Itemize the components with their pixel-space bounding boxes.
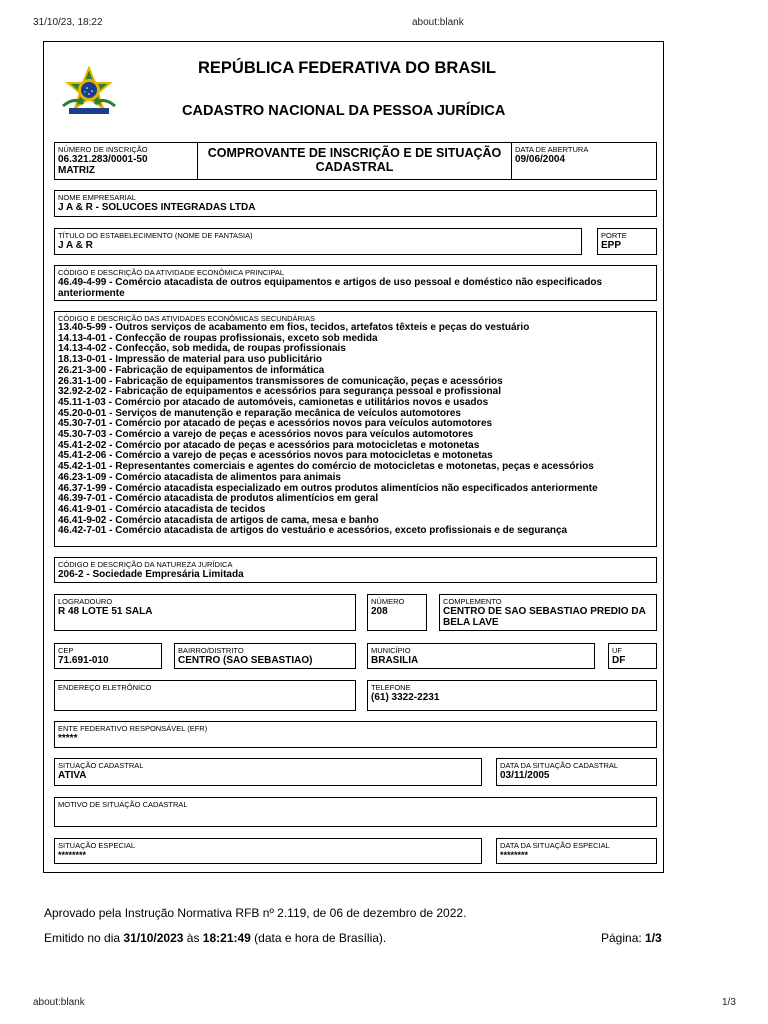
secondary-activity-desc: Comércio atacadista de alimentos para animais xyxy=(115,471,341,483)
inscricao-type: MATRIZ xyxy=(58,165,96,176)
situacao-especial-field: SITUAÇÃO ESPECIAL ******** xyxy=(54,838,482,864)
situacao-cadastral-field: SITUAÇÃO CADASTRAL ATIVA xyxy=(54,758,482,786)
secondary-activity-desc: Comércio atacadista de produtos alimentícios em geral xyxy=(115,493,379,505)
emission-date: 31/10/2023 xyxy=(123,931,184,945)
secondary-activity-desc: Comércio a varejo de peças e acessórios novos para motocicletas e motonetas xyxy=(115,450,493,462)
secondary-activity-code: 46.41-9-01 xyxy=(58,503,107,515)
atividade-principal-value: 46.49-4-99 - Comércio atacadista de outros equipamentos e artigos de uso pessoal e doméstico não especificados anteriormente xyxy=(58,277,603,299)
emission-note: Emitido no dia 31/10/2023 às 18:21:49 (data e hora de Brasília). xyxy=(44,931,387,945)
secondary-activity-code: 26.21-3-00 xyxy=(58,364,107,376)
secondary-activity-item: 45.42-1-01 - Representantes comerciais e agentes do comércio de motocicletas e motonetas, peças e acessórios xyxy=(58,461,594,473)
secondary-activity-desc: Comércio por atacado de peças e acessórios novos para veículos automotores xyxy=(115,418,493,430)
bairro-field: BAIRRO/DISTRITO CENTRO (SAO SEBASTIAO) xyxy=(174,643,356,669)
secondary-activity-item: 46.41-9-02 - Comércio atacadista de artigos de cama, mesa e banho xyxy=(58,514,379,526)
secondary-activity-code: 13.40-5-99 xyxy=(58,322,107,333)
uf-value: DF xyxy=(612,655,626,666)
secondary-activity-item: 26.21-3-00 - Fabricação de equipamentos de informática xyxy=(58,364,325,376)
secondary-activity-desc: Representantes comerciais e agentes do comércio de motocicletas e motonetas, peças e acessórios xyxy=(115,461,594,473)
secondary-activity-desc: Confecção, sob medida, de roupas profissionais xyxy=(115,343,346,355)
porte-value: EPP xyxy=(601,240,622,251)
secondary-activity-desc: Outros serviços de acabamento em fios, tecidos, artefatos têxteis e peças do vestuário xyxy=(115,322,530,333)
secondary-activity-code: 45.20-0-01 xyxy=(58,407,107,419)
complemento-value: CENTRO DE SAO SEBASTIAO PREDIO DA BELA LAVE xyxy=(443,606,646,628)
secondary-activity-item: 13.40-5-99 - Outros serviços de acabamento em fios, tecidos, artefatos têxteis e peças do vestuário xyxy=(58,322,530,333)
natureza-juridica-value: 206-2 - Sociedade Empresária Limitada xyxy=(58,569,244,580)
secondary-activity-item: 45.30-7-03 - Comércio a varejo de peças e acessórios novos para veículos automotores xyxy=(58,429,474,441)
logradouro-value: R 48 LOTE 51 SALA xyxy=(58,606,153,617)
secondary-activity-item: 45.41-2-02 - Comércio por atacado de peças e acessórios para motocicletas e motonetas xyxy=(58,439,480,451)
secondary-activity-item: 26.31-1-00 - Fabricação de equipamentos transmissores de comunicação, peças e acessórios xyxy=(58,375,503,387)
print-title: about:blank xyxy=(412,17,464,28)
secondary-activity-code: 45.11-1-03 xyxy=(58,396,106,408)
secondary-activity-item: 46.39-7-01 - Comércio atacadista de produtos alimentícios em geral xyxy=(58,493,379,505)
secondary-activity-desc: Serviços de manutenção e reparação mecânica de veículos automotores xyxy=(115,407,461,419)
atividade-principal-field: CÓDIGO E DESCRIÇÃO DA ATIVIDADE ECONÔMICA PRINCIPAL 46.49-4-99 - Comércio atacadista de outros equipamentos e artigos de uso pessoal e doméstico não especificados anteriormente xyxy=(54,265,657,301)
secondary-activity-desc: Comércio a varejo de peças e acessórios novos para veículos automotores xyxy=(115,429,474,441)
uf-field: UF DF xyxy=(608,643,657,669)
nome-empresarial-field: NOME EMPRESARIAL J A & R - SOLUCOES INTEGRADAS LTDA xyxy=(54,190,657,217)
email-field: ENDEREÇO ELETRÔNICO xyxy=(54,680,356,711)
secondary-activity-code: 45.42-1-01 xyxy=(58,461,107,473)
secondary-activity-desc: Comércio atacadista de artigos do vestuário e acessórios, exceto profissionais e de segurança xyxy=(115,525,568,537)
data-situacao-field: DATA DA SITUAÇÃO CADASTRAL 03/11/2005 xyxy=(496,758,657,786)
secondary-activity-desc: Comércio atacadista de artigos de cama, mesa e banho xyxy=(115,514,379,526)
secondary-activity-item: 46.23-1-09 - Comércio atacadista de alimentos para animais xyxy=(58,471,341,483)
data-situacao-value: 03/11/2005 xyxy=(500,770,550,781)
nome-fantasia-value: J A & R xyxy=(58,240,93,251)
secondary-activity-item: 18.13-0-01 - Impressão de material para uso publicitário xyxy=(58,354,322,366)
print-footer-url: about:blank xyxy=(33,997,85,1008)
secondary-activity-desc: Comércio atacadista especializado em outros produtos alimentícios não especificados anteriormente xyxy=(115,482,598,494)
secondary-activity-item: 32.92-2-02 - Fabricação de equipamentos e acessórios para segurança pessoal e profissional xyxy=(58,386,501,398)
natureza-juridica-field: CÓDIGO E DESCRIÇÃO DA NATUREZA JURÍDICA 206-2 - Sociedade Empresária Limitada xyxy=(54,557,657,583)
secondary-activity-desc: Confecção de roupas profissionais, exceto sob medida xyxy=(115,332,378,344)
municipio-value: BRASILIA xyxy=(371,655,419,666)
cep-field: CEP 71.691-010 xyxy=(54,643,162,669)
atividades-secundarias-list xyxy=(58,323,653,537)
secondary-activity-desc: Impressão de material para uso publicitário xyxy=(115,354,322,366)
secondary-activity-item: 46.37-1-99 - Comércio atacadista especializado em outros produtos alimentícios não especificados anteriormente xyxy=(58,482,598,494)
secondary-activity-item: 45.30-7-01 - Comércio por atacado de peças e acessórios novos para veículos automotores xyxy=(58,418,493,430)
approval-note: Aprovado pela Instrução Normativa RFB nº 2.119, de 06 de dezembro de 2022. xyxy=(44,906,467,920)
secondary-activity-code: 46.42-7-01 xyxy=(58,525,107,537)
telefone-field: TELEFONE (61) 3322-2231 xyxy=(367,680,657,711)
data-especial-value: ******** xyxy=(500,850,529,860)
proof-title: COMPROVANTE DE INSCRIÇÃO E DE SITUAÇÃO CADASTRAL xyxy=(207,146,502,174)
secondary-activity-code: 46.37-1-99 xyxy=(58,482,107,494)
motivo-field: MOTIVO DE SITUAÇÃO CADASTRAL xyxy=(54,797,657,827)
secondary-activity-code: 46.41-9-02 xyxy=(58,514,107,526)
telefone-value: (61) 3322-2231 xyxy=(371,692,440,703)
brazil-coat-of-arms-icon xyxy=(57,66,121,118)
efr-value: ***** xyxy=(58,733,78,744)
secondary-activity-desc: Fabricação de equipamentos transmissores de comunicação, peças e acessórios xyxy=(115,375,503,387)
porte-field: PORTE EPP xyxy=(597,228,657,255)
abertura-date: 09/06/2004 xyxy=(515,154,566,165)
secondary-activity-item: 46.42-7-01 - Comércio atacadista de artigos do vestuário e acessórios, exceto profissionais e de segurança xyxy=(58,525,568,537)
print-page-count: 1/3 xyxy=(722,997,736,1008)
secondary-activity-code: 45.41-2-06 xyxy=(58,450,107,462)
secondary-activity-item: 14.13-4-01 - Confecção de roupas profissionais, exceto sob medida xyxy=(58,332,378,344)
complemento-field: COMPLEMENTO CENTRO DE SAO SEBASTIAO PREDIO DA BELA LAVE xyxy=(439,594,657,631)
secondary-activity-code: 45.30-7-01 xyxy=(58,418,107,430)
secondary-activity-code: 26.31-1-00 xyxy=(58,375,107,387)
logradouro-field: LOGRADOURO R 48 LOTE 51 SALA xyxy=(54,594,356,631)
municipio-field: MUNICÍPIO BRASILIA xyxy=(367,643,595,669)
secondary-activity-code: 14.13-4-02 xyxy=(58,343,107,355)
secondary-activity-item: 45.41-2-06 - Comércio a varejo de peças e acessórios novos para motocicletas e motonetas xyxy=(58,450,493,462)
page-number: 1/3 xyxy=(645,931,662,945)
efr-field: ENTE FEDERATIVO RESPONSÁVEL (EFR) ***** xyxy=(54,721,657,748)
secondary-activity-code: 45.30-7-03 xyxy=(58,429,107,441)
registry-title: CADASTRO NACIONAL DA PESSOA JURÍDICA xyxy=(182,103,506,119)
situacao-especial-value: ******** xyxy=(58,850,87,860)
secondary-activity-item: 14.13-4-02 - Confecção, sob medida, de roupas profissionais xyxy=(58,343,346,355)
country-title: REPÚBLICA FEDERATIVA DO BRASIL xyxy=(198,59,496,77)
secondary-activity-desc: Fabricação de equipamentos e acessórios para segurança pessoal e profissional xyxy=(115,386,501,398)
nome-fantasia-field: TÍTULO DO ESTABELECIMENTO (NOME DE FANTASIA) J A & R xyxy=(54,228,582,255)
secondary-activity-desc: Comércio atacadista de tecidos xyxy=(115,503,266,515)
inscricao-number: 06.321.283/0001-50 xyxy=(58,154,148,165)
secondary-activity-desc: Fabricação de equipamentos de informática xyxy=(115,364,325,376)
numero-field: NÚMERO 208 xyxy=(367,594,427,631)
abertura-field: DATA DE ABERTURA 09/06/2004 xyxy=(511,142,657,180)
secondary-activity-code: 18.13-0-01 xyxy=(58,354,107,366)
secondary-activity-code: 45.41-2-02 xyxy=(58,439,107,451)
secondary-activity-code: 14.13-4-01 xyxy=(58,332,107,344)
cep-value: 71.691-010 xyxy=(58,655,109,666)
secondary-activity-code: 32.92-2-02 xyxy=(58,386,107,398)
secondary-activity-item: 46.41-9-01 - Comércio atacadista de tecidos xyxy=(58,503,266,515)
atividades-secundarias-field: CÓDIGO E DESCRIÇÃO DAS ATIVIDADES ECONÔMICAS SECUNDÁRIAS 13.40-5-99 - Outros serviços de acabamento em fios, tecidos, artefatos têxteis e peças do vestuário 14.13-4-01 - Confecção de roupas profissionais, exceto sob medida 14.13-4-02 - Confecção, sob medida, de roupas profissionais 18.13-0-01 - Impressão de material para uso publicitário 26.21-3-00 - Fabricação de equipamentos de informática 26.31-1-00 - Fabricação de equipamentos transmissores de comunicação, peças e acessórios 32.92-2-02 - Fabricação de equipamentos e acessórios para segurança pessoal e profissional 45.11-1-03 - Comércio por atacado de automóveis, camionetas e utilitários novos e usados 45.20-0-01 - Serviços de manutenção e reparação mecânica de veículos automotores 45.30-7-01 - Comércio por atacado de peças e acessórios novos para veículos automotores 45.30-7-03 - Comércio a varejo de peças e acessórios novos para veículos automotores 45.41-2-02 - Comércio por atacado de peças e acessórios para motocicletas e motonetas 45.41-2-06 - Comércio a varejo de peças e acessórios novos para motocicletas e motonetas 45.42-1-01 - Representantes comerciais e agentes do comércio de motocicletas e motonetas, peças e acessórios 46.23-1-09 - Comércio atacadista de alimentos para animais 46.37-1-99 - Comércio atacadista especializado em outros produtos alimentícios não especificados anteriormente 46.39-7-01 - Comércio atacadista de produtos alimentícios em geral 46.41-9-01 - Comércio atacadista de tecidos 46.41-9-02 - Comércio atacadista de artigos de cama, mesa e banho 46.42-7-01 - Comércio atacadista de artigos do vestuário e acessórios, exceto profissionais e de segurança xyxy=(54,311,657,547)
emission-time: 18:21:49 xyxy=(202,931,251,945)
secondary-activity-desc: Comércio por atacado de peças e acessórios para motocicletas e motonetas xyxy=(115,439,480,451)
inscricao-field: NÚMERO DE INSCRIÇÃO 06.321.283/0001-50 MATRIZ xyxy=(54,142,198,180)
situacao-cadastral-value: ATIVA xyxy=(58,770,87,781)
secondary-activity-item: 45.20-0-01 - Serviços de manutenção e reparação mecânica de veículos automotores xyxy=(58,407,461,419)
page-indicator: Página: 1/3 xyxy=(601,931,662,945)
bairro-value: CENTRO (SAO SEBASTIAO) xyxy=(178,655,313,666)
secondary-activity-desc: Comércio por atacado de automóveis, camionetas e utilitários novos e usados xyxy=(114,396,489,408)
secondary-activity-item: 45.11-1-03 - Comércio por atacado de automóveis, camionetas e utilitários novos e usados xyxy=(58,396,489,408)
secondary-activity-code: 46.39-7-01 xyxy=(58,493,107,505)
nome-empresarial-value: J A & R - SOLUCOES INTEGRADAS LTDA xyxy=(58,202,256,213)
proof-title-box xyxy=(197,142,512,180)
numero-value: 208 xyxy=(371,606,388,617)
data-especial-field: DATA DA SITUAÇÃO ESPECIAL ******** xyxy=(496,838,657,864)
secondary-activity-code: 46.23-1-09 xyxy=(58,471,107,483)
print-datetime: 31/10/23, 18:22 xyxy=(33,17,103,28)
